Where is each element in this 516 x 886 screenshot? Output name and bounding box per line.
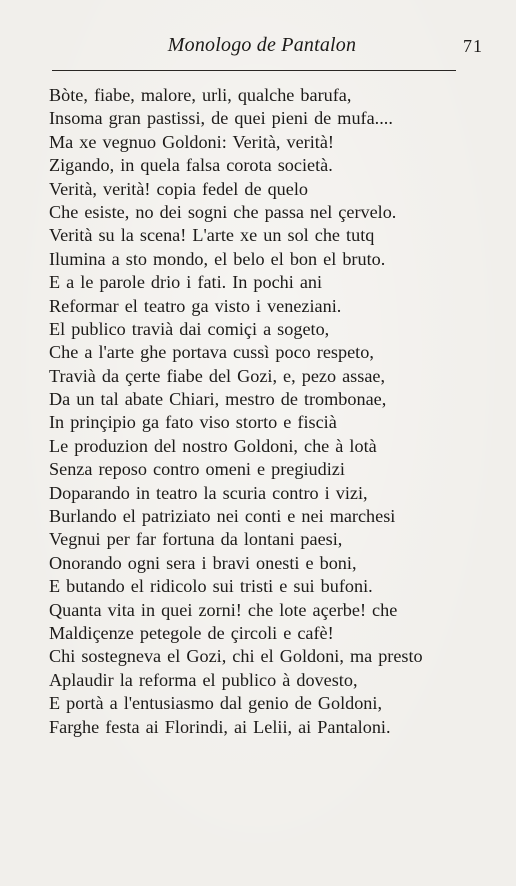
- verse-block: [49, 84, 469, 739]
- verse-line: E a le parole drio i fati. In pochi ani: [49, 272, 323, 293]
- verse-line: Doparando in teatro la scuria contro i vizi,: [49, 482, 368, 503]
- verse-line: Aplaudir la reforma el publico à dovesto,: [49, 669, 358, 690]
- verse-line: Che esiste, no dei sogni che passa nel çervelo.: [49, 201, 397, 222]
- verse-line: Maldiçenze petegole de çircoli e cafè!: [49, 622, 334, 643]
- header-rule: [52, 70, 456, 71]
- verse-line: In prinçipio ga fato viso storto e fiscià: [49, 412, 337, 433]
- running-title: Monologo de Pantalon: [167, 34, 357, 56]
- verse-line: Burlando el patriziato nei conti e nei marchesi: [49, 506, 396, 527]
- verse-line: Verità su la scena! L'arte xe un sol che tutq: [49, 225, 375, 246]
- verse-line: Senza reposo contro omeni e pregiudizi: [49, 459, 345, 480]
- verse-line: Farghe festa ai Florindi, ai Lelii, ai Pantaloni.: [49, 716, 391, 737]
- verse-line: Bòte, fiabe, malore, urli, qualche barufa,: [49, 85, 352, 105]
- verse-line: Onorando ogni sera i bravi onesti e boni,: [49, 552, 357, 573]
- verse-line: Ilumina a sto mondo, el belo el bon el bruto.: [49, 248, 386, 269]
- verse-line: Da un tal abate Chiari, mestro de trombonae,: [49, 389, 387, 410]
- verse-line: Chi sostegneva el Gozi, chi el Goldoni, ma presto: [49, 646, 423, 667]
- verse-line: Travià da çerte fiabe del Gozi, e, pezo assae,: [49, 365, 386, 386]
- verse-line: Vegnui per far fortuna da lontani paesi,: [49, 529, 343, 550]
- verse-line: Reformar el teatro ga visto i veneziani.: [49, 295, 342, 316]
- verse-line: Insoma gran pastissi, de quei pieni de mufa....: [49, 108, 393, 129]
- verse-line: E portà a l'entusiasmo dal genio de Goldoni,: [49, 693, 382, 714]
- running-head: [0, 34, 516, 60]
- verse-line: Ma xe vegnuo Goldoni: Verità, verità!: [49, 131, 334, 152]
- verse-line: Che a l'arte ghe portava cussì poco respeto,: [49, 342, 374, 363]
- page-number: 71: [463, 36, 483, 56]
- verse-line: Le produzion del nostro Goldoni, che à lotà: [49, 435, 377, 456]
- verse-line: Zigando, in quela falsa corota società.: [49, 155, 333, 176]
- verse-line: Verità, verità! copia fedel de quelo: [49, 178, 308, 199]
- verse-line: Quanta vita in quei zorni! che lote açerbe! che: [49, 599, 398, 620]
- verse-line: E butando el ridicolo sui tristi e sui bufoni.: [49, 576, 373, 597]
- verse-line: El publico travià dai comiçi a sogeto,: [49, 318, 330, 339]
